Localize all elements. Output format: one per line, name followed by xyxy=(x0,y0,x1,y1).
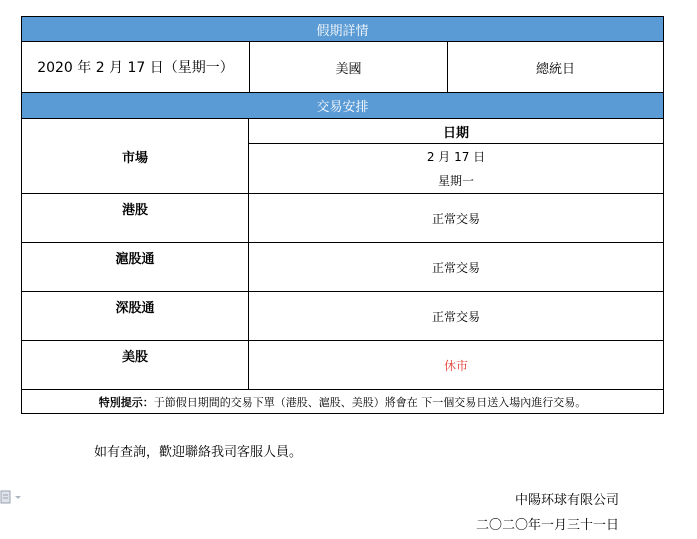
holiday-table xyxy=(21,16,664,414)
company-name: 中陽环球有限公司 xyxy=(514,493,619,508)
market-status-closed: 休市 xyxy=(248,341,663,389)
market-row xyxy=(21,194,664,243)
holiday-date: 2020 年 2 月 17 日（星期一） xyxy=(37,60,234,76)
trading-arrangement-header xyxy=(21,93,664,119)
date-value-cell xyxy=(249,144,663,193)
holiday-info-row xyxy=(21,42,664,93)
holiday-country: 美國 xyxy=(249,42,447,92)
market-status: 正常交易 xyxy=(248,243,663,291)
date-value: 2 月 17 日 xyxy=(426,149,486,164)
holiday-name: 總統日 xyxy=(447,42,663,92)
special-note-text: 于節假日期間的交易下單（港股、滬股、美股）將會在 下一個交易日送入場內進行交易。 xyxy=(153,395,587,409)
market-row xyxy=(21,243,664,292)
market-name: 美股 xyxy=(121,350,148,365)
market-column-header: 市場 xyxy=(121,151,148,166)
market-status: 正常交易 xyxy=(248,194,663,242)
table-head-row xyxy=(21,119,664,194)
market-row xyxy=(21,341,664,390)
market-status: 正常交易 xyxy=(248,292,663,340)
date-column-header: 日期 xyxy=(249,119,663,144)
market-name: 港股 xyxy=(121,203,148,218)
signature-date: 二〇二〇年一月三十一日 xyxy=(475,518,619,533)
weekday-value: 星期一 xyxy=(437,173,474,188)
market-name: 深股通 xyxy=(115,301,155,316)
market-name: 滬股通 xyxy=(115,252,155,267)
dropdown-arrow-icon xyxy=(15,496,21,499)
trading-arrangement-title: 交易安排 xyxy=(316,100,369,115)
document-icon[interactable] xyxy=(0,490,22,504)
special-note-row xyxy=(21,390,664,414)
contact-text: 如有查詢，歡迎聯絡我司客服人員。 xyxy=(94,445,303,460)
date-column xyxy=(248,119,663,193)
holiday-details-header xyxy=(21,16,664,42)
special-note-label: 特別提示： xyxy=(98,395,154,409)
market-row xyxy=(21,292,664,341)
holiday-details-title: 假期詳情 xyxy=(316,23,369,39)
